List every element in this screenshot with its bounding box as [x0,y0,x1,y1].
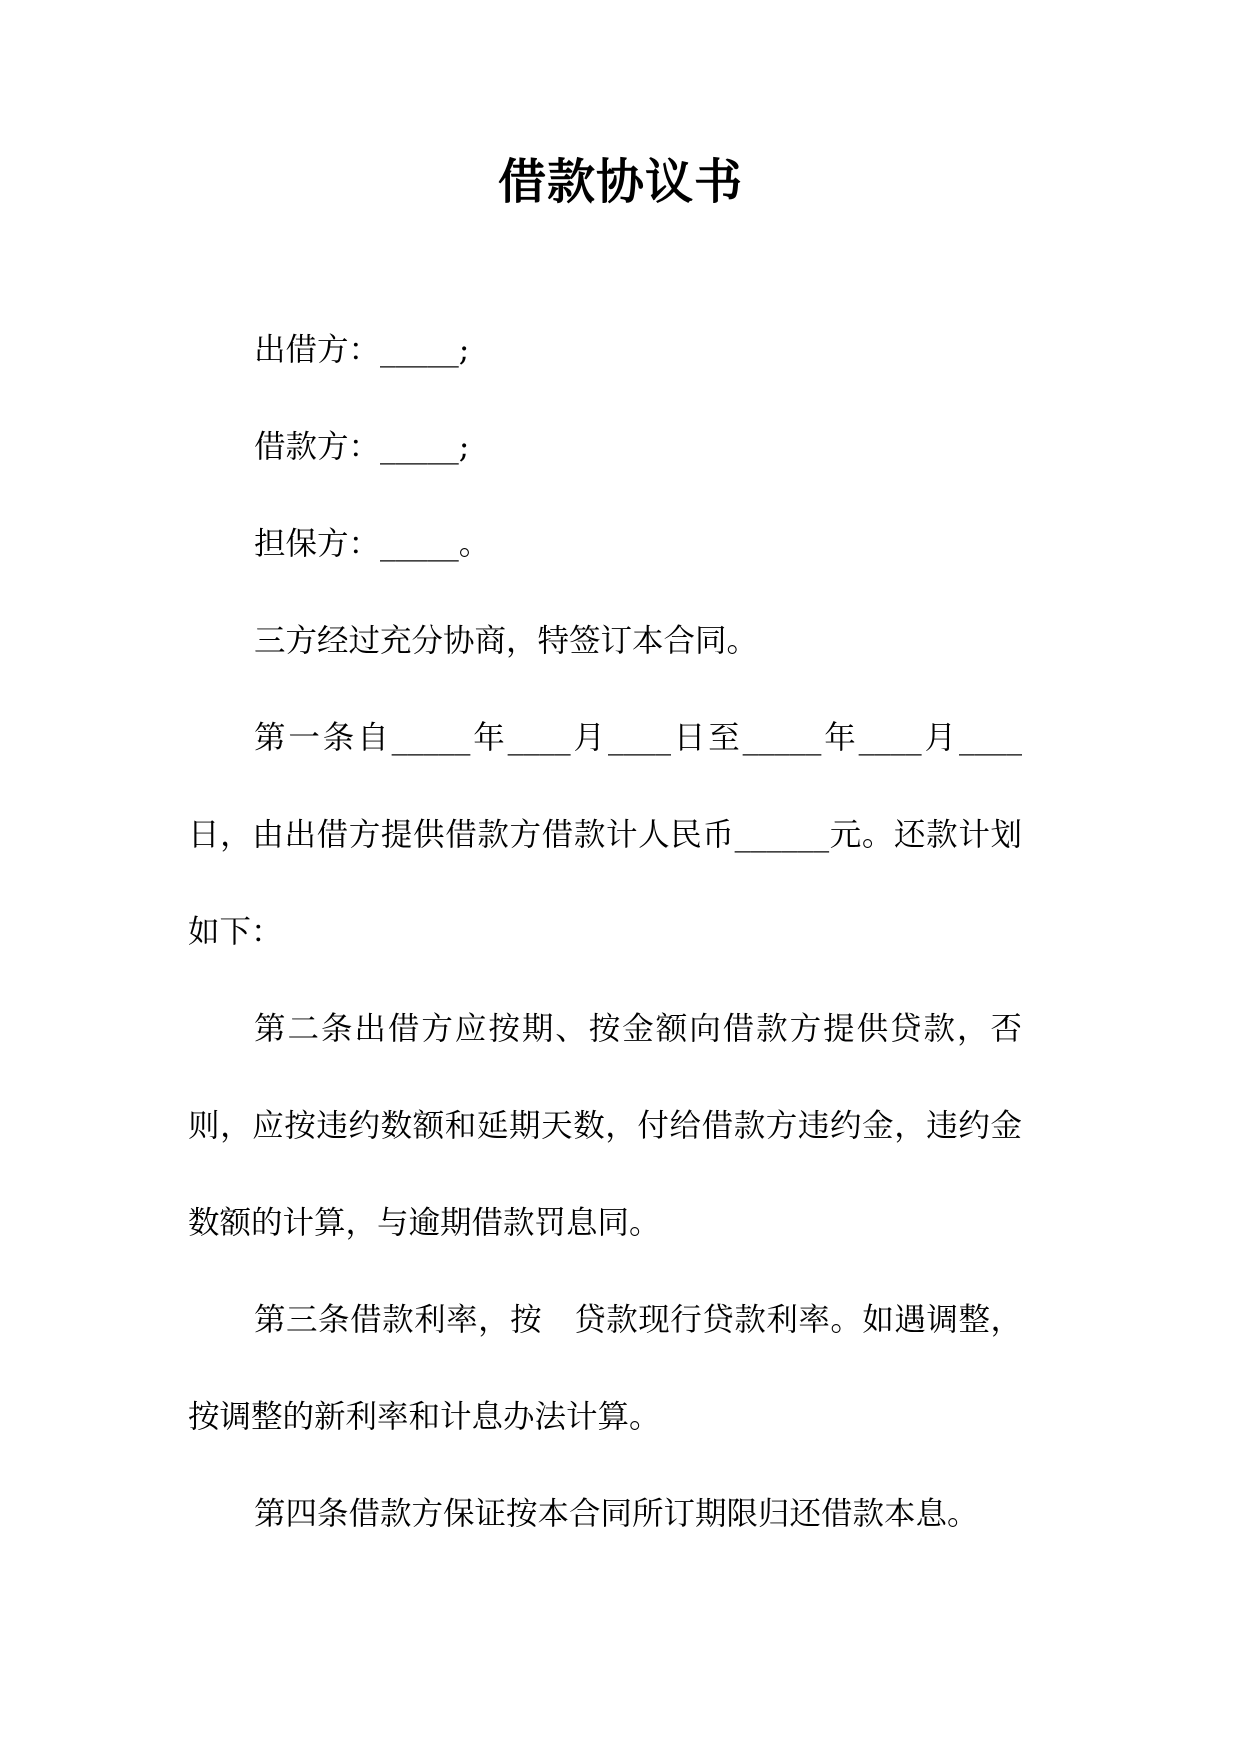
paragraph-article-3: 第三条借款利率，按 贷款现行贷款利率。如遇调整，按调整的新利率和计息办法计算。 [188,1302,1022,1435]
paragraph-guarantor: 担保方：_____。 [254,526,491,562]
paragraph-article-2: 第二条出借方应按期、按金额向借款方提供贷款，否则，应按违约数额和延期天数，付给借款方违约金，违约金数额的计算，与逾期借款罚息同。 [188,1011,1022,1241]
paragraph-agreement-intro: 三方经过充分协商，特签订本合同。 [254,623,759,659]
document-body [188,302,1022,1563]
paragraph-article-1: 第一条自_____年____月____日至_____年____月____日，由出借方提供借款方借款计人民币______元。还款计划如下： [188,720,1022,950]
paragraph-borrower: 借款方：_____; [254,429,470,465]
paragraph-lender: 出借方：_____; [254,332,470,368]
paragraph-article-4: 第四条借款方保证按本合同所订期限归还借款本息。 [254,1496,979,1532]
document-title: 借款协议书 [497,154,743,210]
